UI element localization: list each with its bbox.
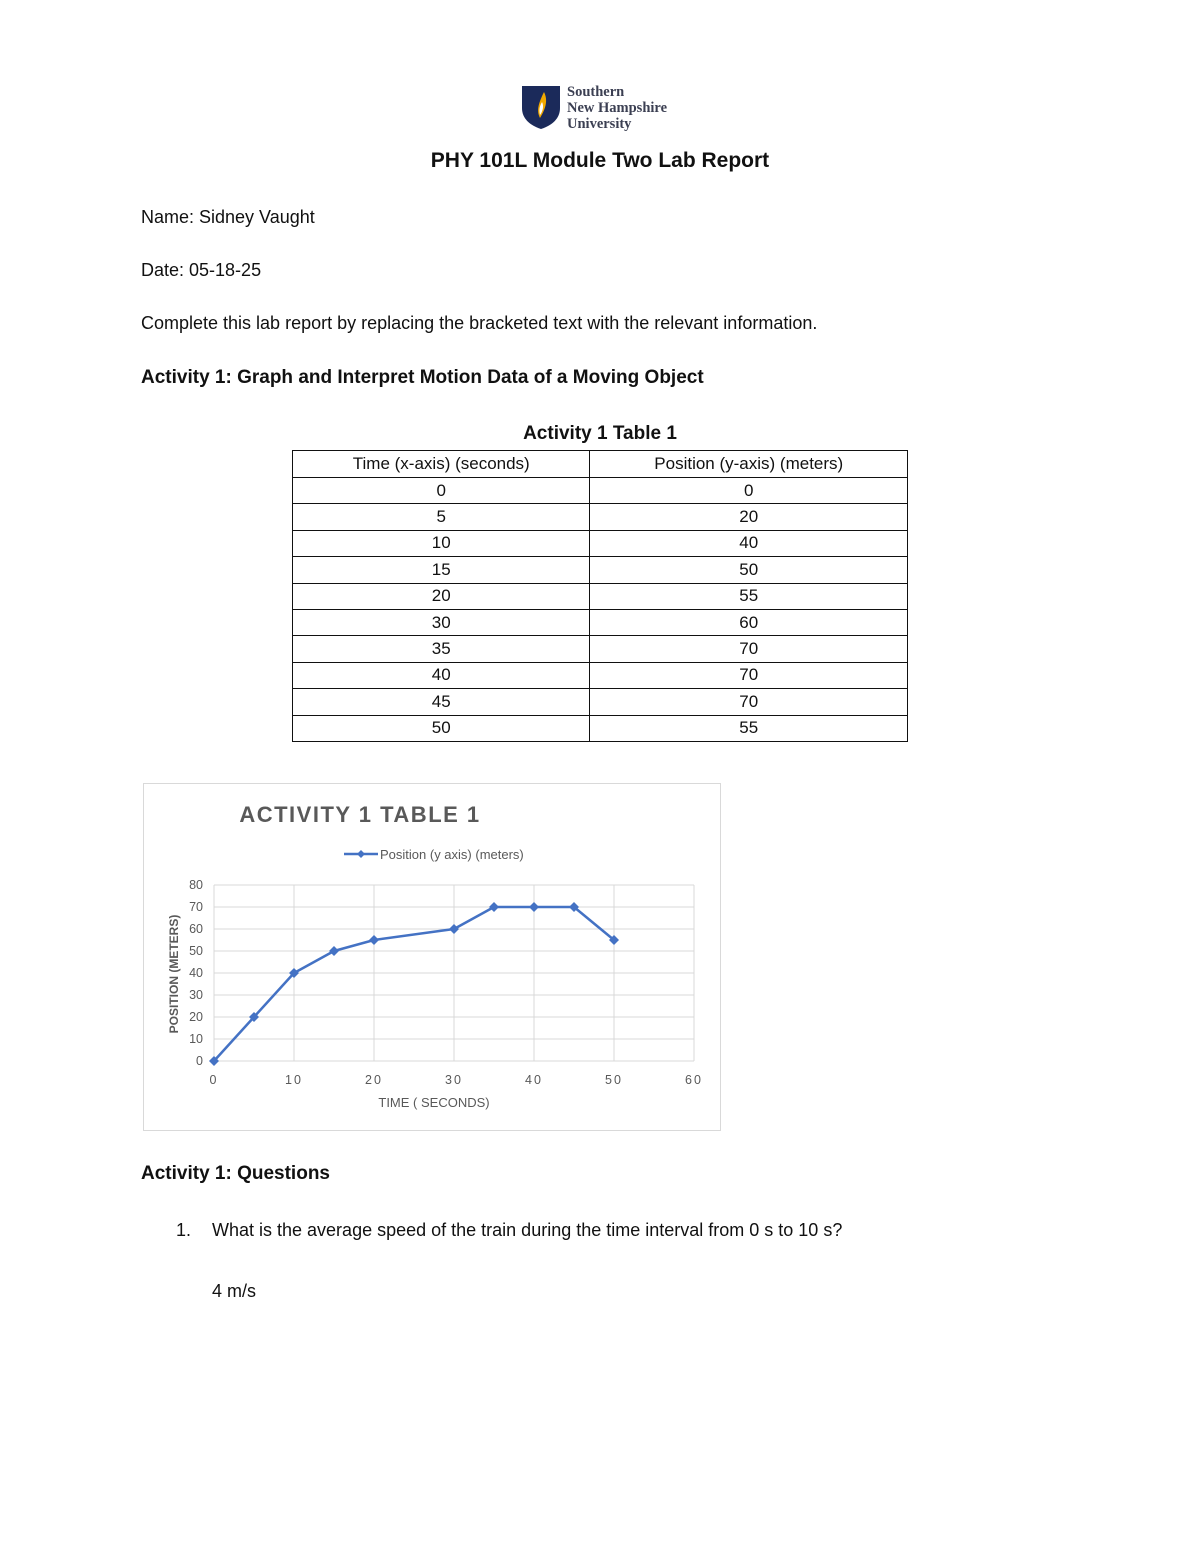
name-line: Name: Sidney Vaught — [141, 207, 315, 227]
table-header-row — [293, 451, 908, 478]
table-cell: 40 — [293, 662, 590, 688]
table-cell: 30 — [293, 609, 590, 635]
x-axis-label: TIME ( SECONDS) — [378, 1095, 490, 1110]
x-tick-label: 20 — [365, 1073, 383, 1087]
answer-1: 4 m/s — [212, 1281, 257, 1301]
date-line: Date: 05-18-25 — [141, 260, 262, 280]
y-tick-label: 70 — [189, 900, 203, 914]
table-row — [293, 478, 908, 504]
data-point — [369, 935, 379, 945]
data-point — [449, 924, 459, 934]
table-cell: 10 — [293, 530, 590, 556]
table-row — [293, 689, 908, 715]
table-row — [293, 636, 908, 662]
y-tick-label: 30 — [189, 988, 203, 1002]
y-tick-label: 10 — [189, 1032, 203, 1046]
table-cell: 55 — [590, 583, 908, 609]
y-tick-label: 80 — [189, 878, 203, 892]
x-tick-label: 0 — [209, 1073, 219, 1087]
y-axis-label: POSITION (METERS) — [167, 914, 181, 1034]
table-cell: 0 — [293, 478, 590, 504]
table-cell: 40 — [590, 530, 908, 556]
data-point — [329, 946, 339, 956]
y-tick-label: 50 — [189, 944, 203, 958]
page-title: PHY 101L Module Two Lab Report — [430, 149, 770, 172]
x-tick-label: 50 — [605, 1073, 623, 1087]
legend-marker — [357, 850, 365, 858]
table-cell: 60 — [590, 609, 908, 635]
table-cell: 45 — [293, 689, 590, 715]
university-logo — [520, 84, 690, 134]
table-row — [293, 530, 908, 556]
logo-line-3: University — [567, 116, 632, 132]
instructions: Complete this lab report by replacing the bracketed text with the relevant information. — [141, 313, 818, 333]
logo-line-1: Southern — [567, 84, 625, 100]
table-cell: 50 — [293, 715, 590, 741]
y-tick-label: 60 — [189, 922, 203, 936]
x-tick-label: 10 — [285, 1073, 303, 1087]
x-tick-label: 30 — [445, 1073, 463, 1087]
question-text: What is the average speed of the train during the time interval from 0 s to 10 s? — [212, 1220, 843, 1240]
table-row — [293, 557, 908, 583]
x-tick-label: 60 — [685, 1073, 703, 1087]
y-tick-label: 40 — [189, 966, 203, 980]
question-1 — [176, 1220, 842, 1241]
table-row — [293, 583, 908, 609]
series-line — [214, 907, 614, 1061]
table-header-cell: Position (y-axis) (meters) — [590, 451, 908, 478]
y-tick-label: 0 — [196, 1054, 203, 1068]
chart-svg — [144, 784, 720, 1130]
table-cell: 0 — [590, 478, 908, 504]
logo-line-2: New Hampshire — [567, 100, 668, 116]
table-cell: 70 — [590, 662, 908, 688]
table-header-cell: Time (x-axis) (seconds) — [293, 451, 590, 478]
table-cell: 70 — [590, 689, 908, 715]
logo-wordmark — [567, 84, 667, 132]
table-cell: 15 — [293, 557, 590, 583]
y-tick-label: 20 — [189, 1010, 203, 1024]
legend-label: Position (y axis) (meters) — [380, 847, 524, 862]
x-tick-label: 40 — [525, 1073, 543, 1087]
activity1-heading: Activity 1: Graph and Interpret Motion Data of a Moving Object — [141, 367, 704, 388]
table-row — [293, 504, 908, 530]
questions-heading: Activity 1: Questions — [141, 1163, 330, 1184]
table-cell: 5 — [293, 504, 590, 530]
table-cell: 20 — [293, 583, 590, 609]
table-row — [293, 662, 908, 688]
table-cell: 55 — [590, 715, 908, 741]
chart-title: ACTIVITY 1 TABLE 1 — [239, 802, 481, 827]
data-table — [292, 450, 908, 742]
table-caption: Activity 1 Table 1 — [523, 423, 677, 444]
data-point — [529, 902, 539, 912]
table-cell: 20 — [590, 504, 908, 530]
table-cell: 70 — [590, 636, 908, 662]
shield-icon — [520, 84, 562, 130]
table-row — [293, 609, 908, 635]
table-row — [293, 715, 908, 741]
data-point — [489, 902, 499, 912]
position-time-chart — [143, 783, 721, 1131]
question-number: 1. — [176, 1220, 192, 1240]
table-cell: 50 — [590, 557, 908, 583]
table-cell: 35 — [293, 636, 590, 662]
